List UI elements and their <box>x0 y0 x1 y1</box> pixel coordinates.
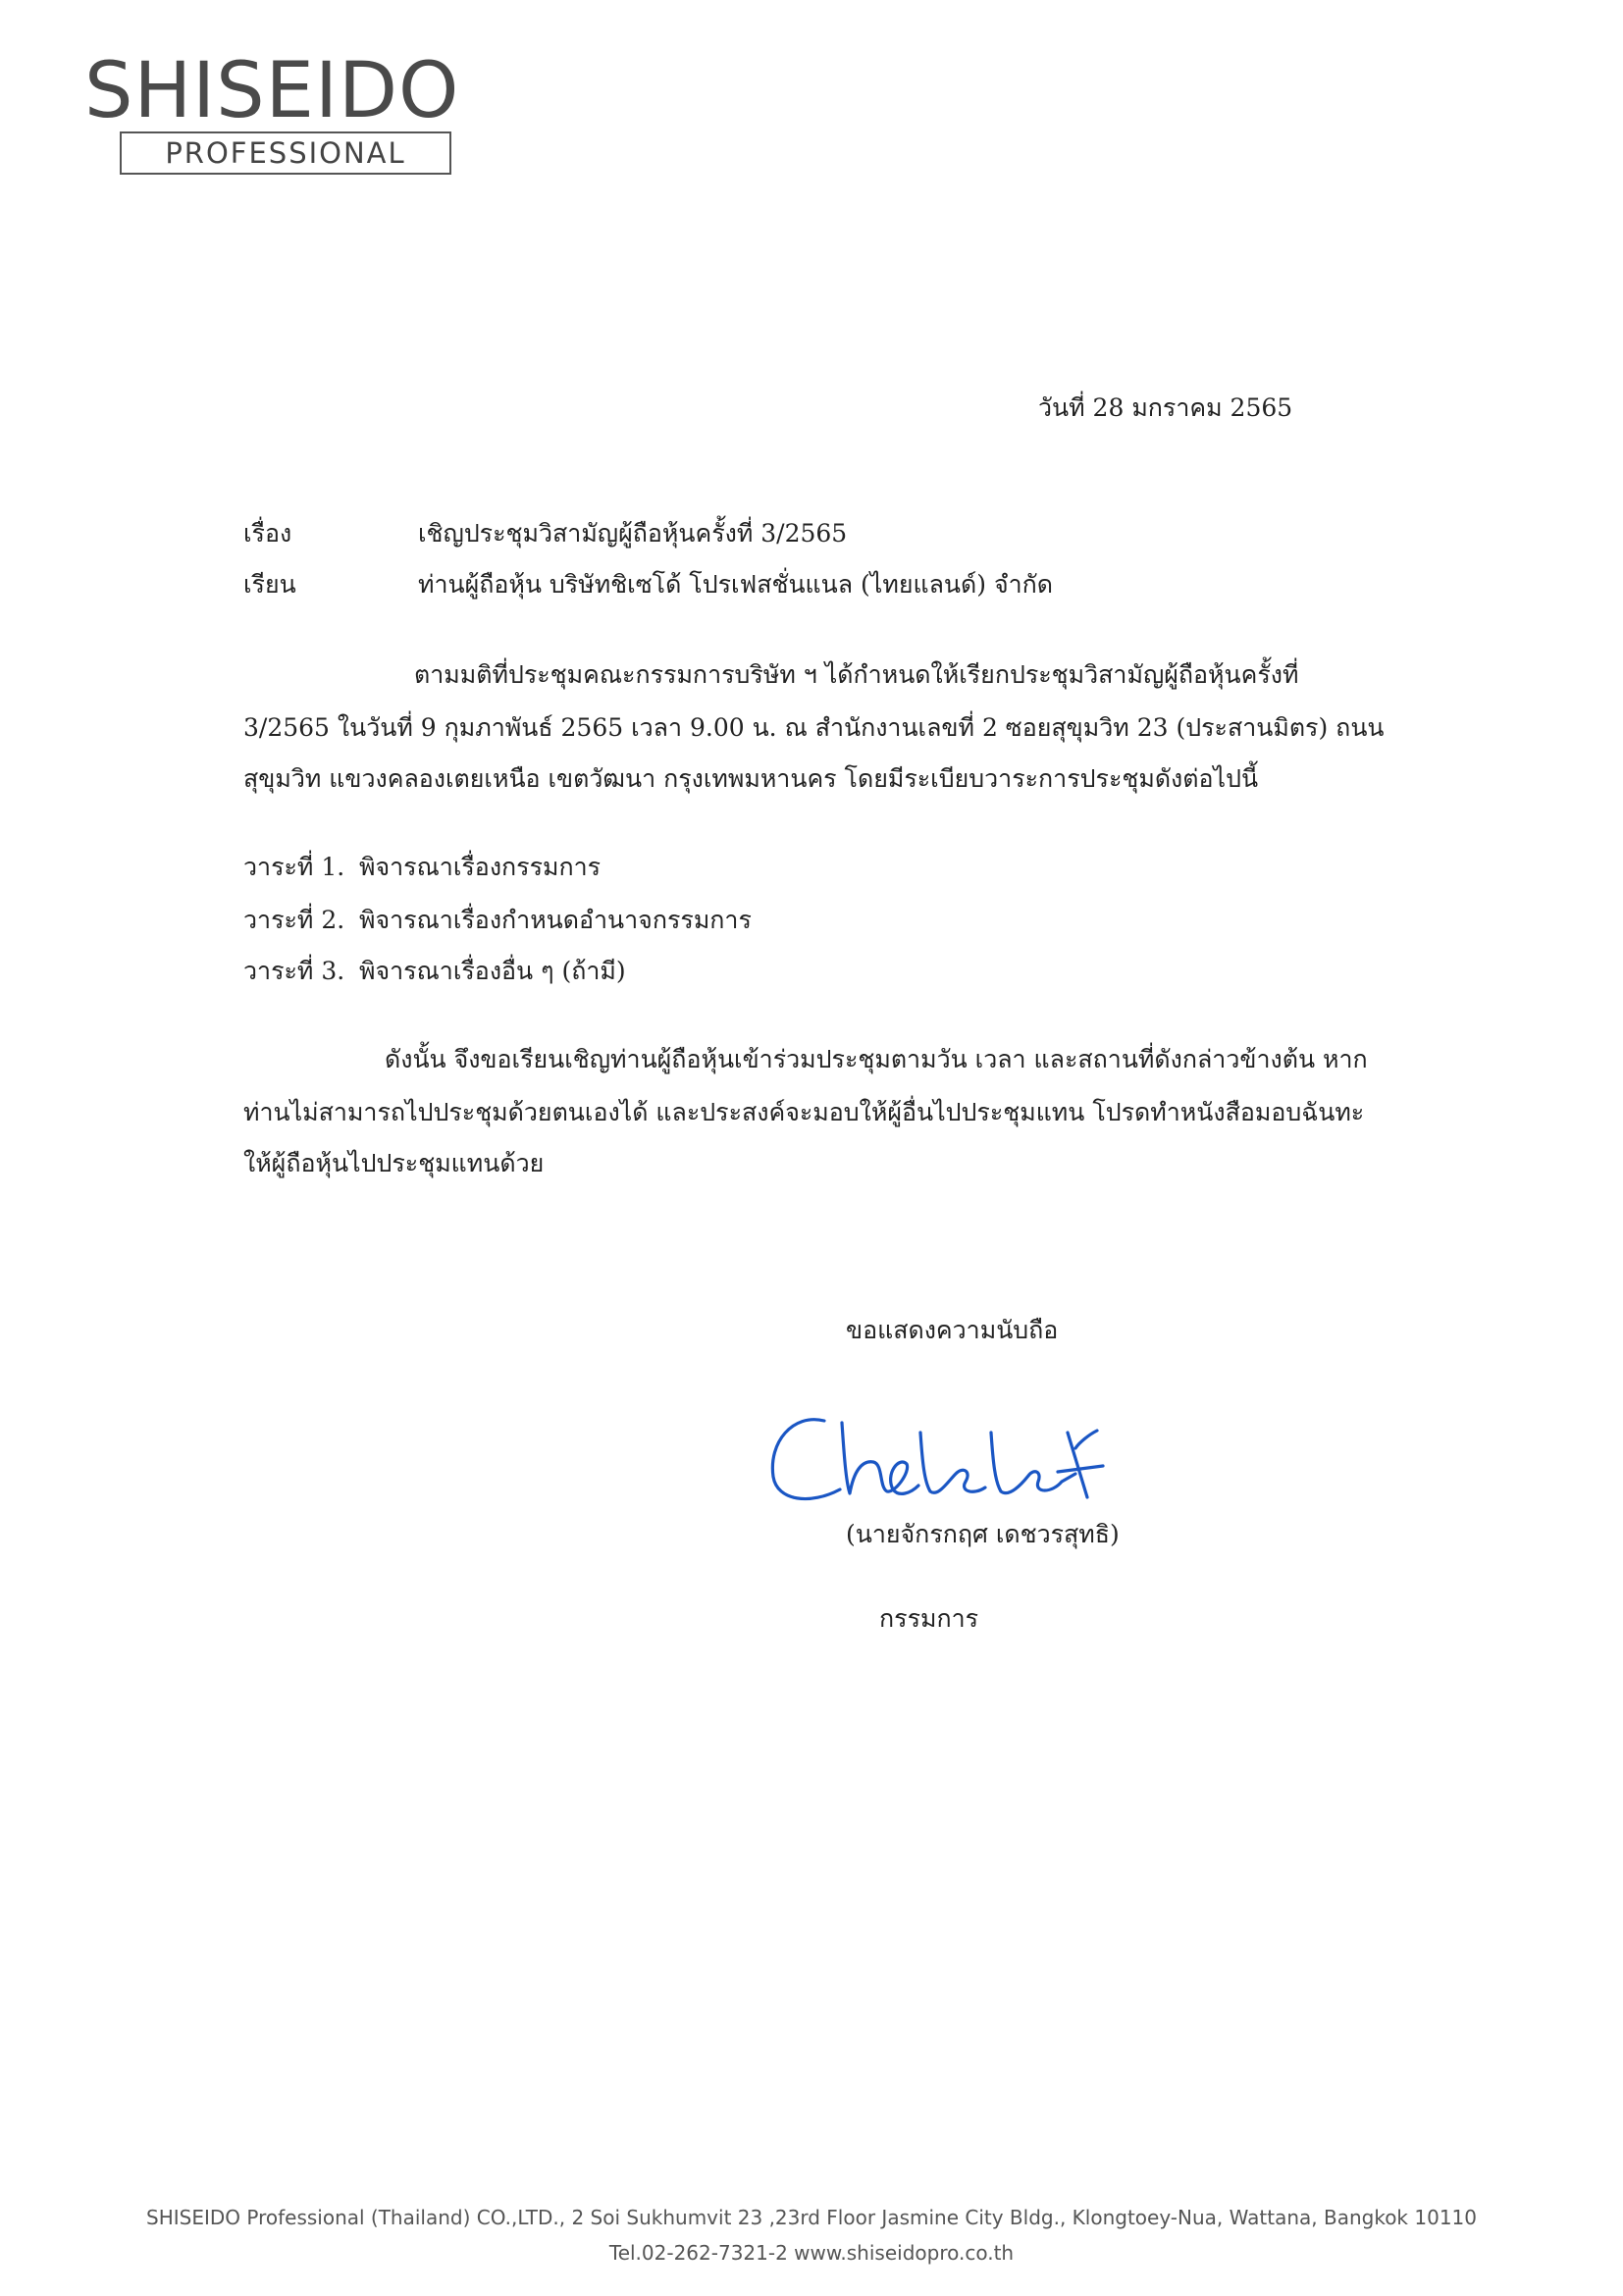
subject-value: เชิญประชุมวิสามัญผู้ถือหุ้นครั้งที่ 3/2565 <box>418 519 848 548</box>
closing-phrase: ขอแสดงความนับถือ <box>846 1316 1059 1344</box>
company-logo <box>84 47 477 181</box>
agenda-item-3-text: พิจารณาเรื่องอื่น ๆ (ถ้ามี) <box>359 957 626 985</box>
handwritten-signature <box>763 1403 1117 1521</box>
paragraph-1-line-1: ตามมติที่ประชุมคณะกรรมการบริษัท ฯ ได้กำหนดให้เรียกประชุมวิสามัญผู้ถือหุ้นครั้งที่ <box>414 660 1299 689</box>
addressee-value: ท่านผู้ถือหุ้น บริษัทชิเซโด้ โปรเฟสชั่นแนล (ไทยแลนด์) จำกัด <box>418 570 1053 599</box>
paragraph-2-line-1: ดังนั้น จึงขอเรียนเชิญท่านผู้ถือหุ้นเข้าร่วมประชุมตามวัน เวลา และสถานที่ดังกล่าวข้างต้น หาก <box>385 1045 1368 1073</box>
paragraph-2-line-2: ท่านไม่สามารถไปประชุมด้วยตนเองได้ และประสงค์จะมอบให้ผู้อื่นไปประชุมแทน โปรดทำหนังสือมอบฉันทะ <box>243 1098 1365 1126</box>
subject-label: เรื่อง <box>243 519 292 548</box>
logo-wordmark: SHISEIDO <box>84 47 460 135</box>
agenda-item-2-text: พิจารณาเรื่องกำหนดอำนาจกรรมการ <box>359 906 752 934</box>
letter-date: วันที่ 28 มกราคม 2565 <box>1038 393 1293 422</box>
signer-title: กรรมการ <box>879 1604 979 1633</box>
agenda-item-3-label: วาระที่ 3. <box>243 957 345 985</box>
footer-address: SHISEIDO Professional (Thailand) CO.,LTD., 2 Soi Sukhumvit 23 ,23rd Floor Jasmine City Bldg., Klongtoey-Nua, Wattana, Bangkok 10110 <box>146 2206 1477 2229</box>
signer-name: (นายจักรกฤศ เดชวรสุทธิ) <box>846 1520 1120 1548</box>
paragraph-2-line-3: ให้ผู้ถือหุ้นไปประชุมแทนด้วย <box>243 1149 545 1177</box>
paragraph-1-line-3: สุขุมวิท แขวงคลองเตยเหนือ เขตวัฒนา กรุงเทพมหานคร โดยมีระเบียบวาระการประชุมดังต่อไปนี้ <box>243 764 1259 793</box>
footer-contact: Tel.02-262-7321-2 www.shiseidopro.co.th <box>608 2241 1015 2265</box>
addressee-label: เรียน <box>243 570 296 599</box>
logo-subtitle-box: PROFESSIONAL <box>120 131 451 175</box>
paragraph-1-line-2: 3/2565 ในวันที่ 9 กุมภาพันธ์ 2565 เวลา 9.00 น. ณ สำนักงานเลขที่ 2 ซอยสุขุมวิท 23 (ประสานมิตร) ถนน <box>243 713 1385 742</box>
agenda-item-1-text: พิจารณาเรื่องกรรมการ <box>359 853 602 881</box>
agenda-item-2-label: วาระที่ 2. <box>243 906 345 934</box>
agenda-item-1-label: วาระที่ 1. <box>243 853 345 881</box>
